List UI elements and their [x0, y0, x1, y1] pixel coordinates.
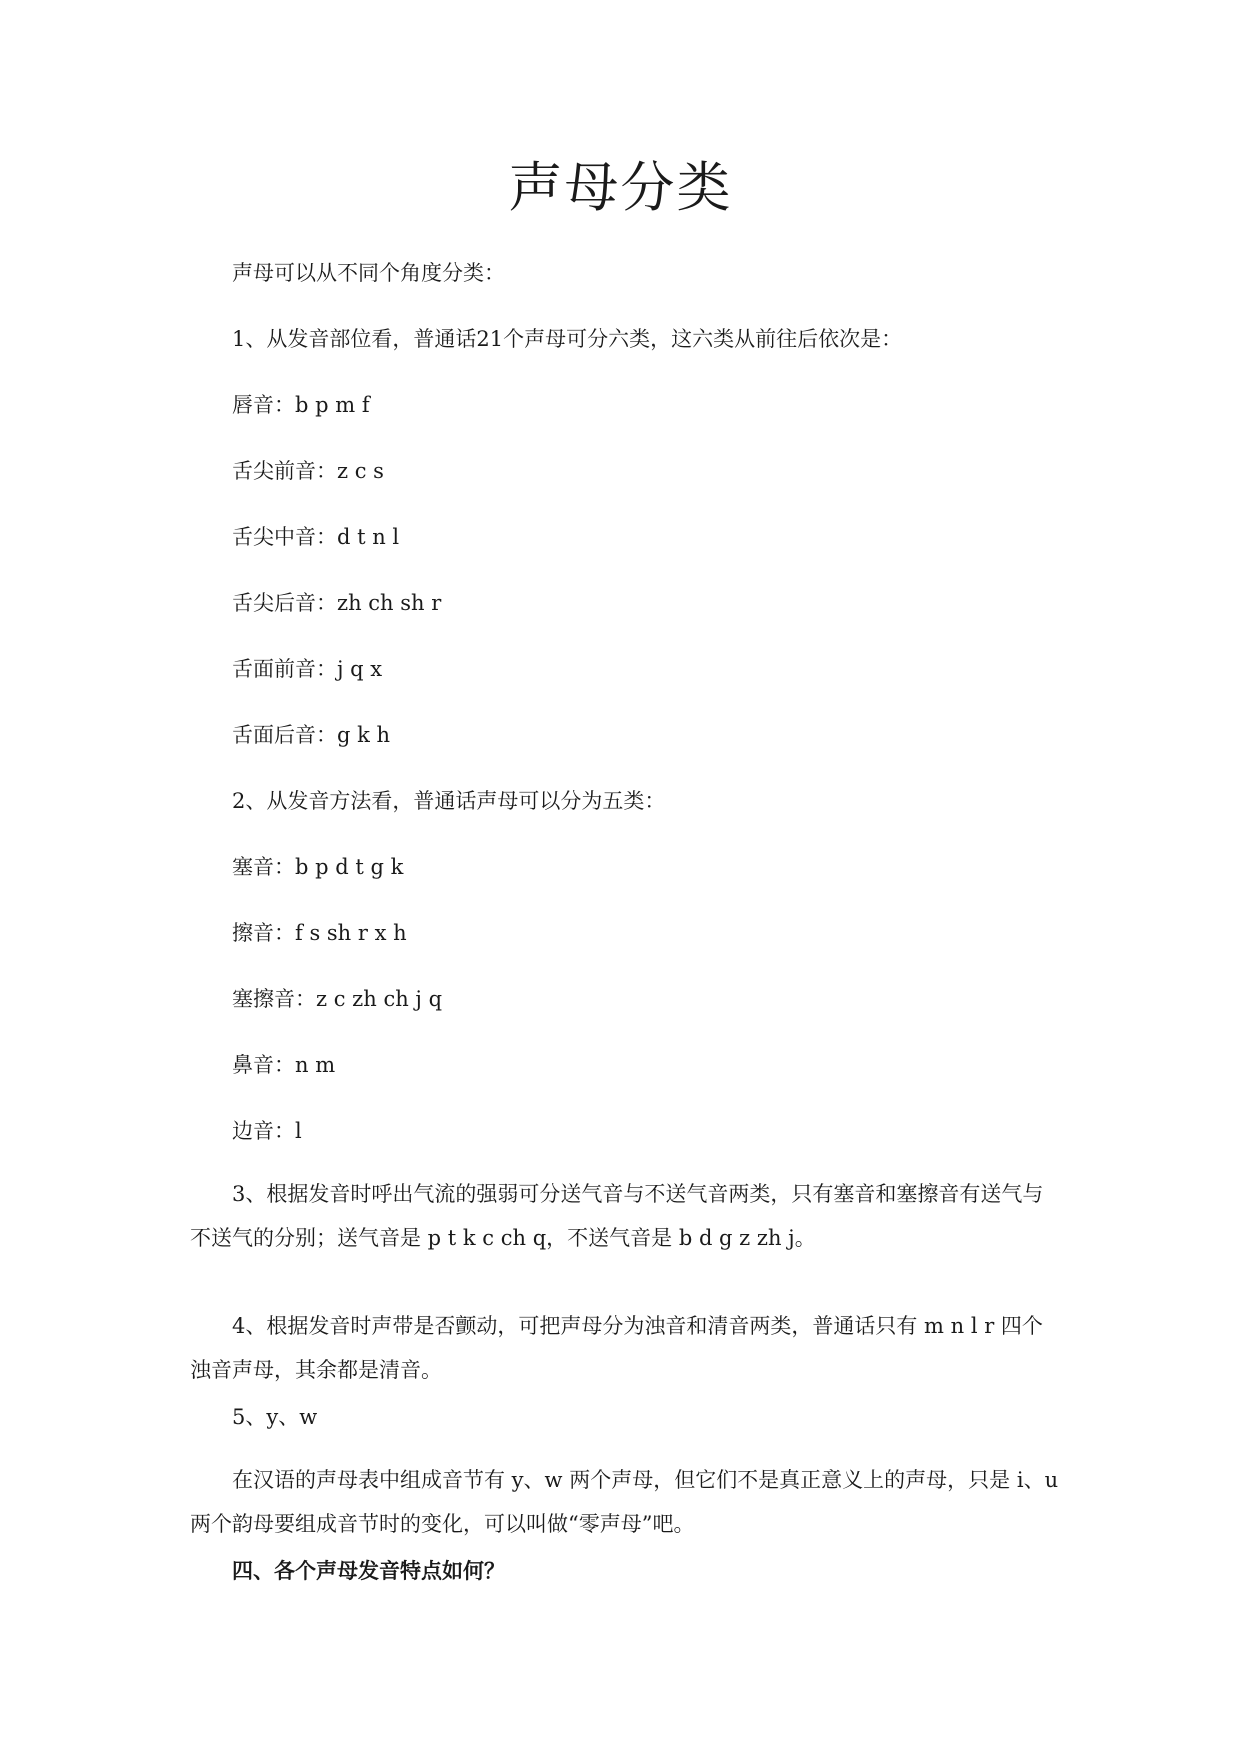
section3-paragraph: 3、根据发音时呼出气流的强弱可分送气音与不送气音两类，只有塞音和塞擦音有送气与不送气的分别；送气音是 p t k c ch q，不送气音是 b d g z zh j。 — [190, 1182, 1044, 1250]
place-item-dorsal-front: 舌面前音：j q x — [232, 657, 383, 681]
section2-heading: 2、从发音方法看，普通话声母可以分为五类： — [232, 789, 666, 813]
next-section-heading: 四、各个声母发音特点如何？ — [232, 1558, 505, 1583]
place-item-apical-middle: 舌尖中音：d t n l — [232, 525, 400, 549]
section5-heading: 5、y、w — [232, 1405, 318, 1429]
manner-item-nasal: 鼻音：n m — [232, 1053, 336, 1077]
manner-item-lateral: 边音：l — [232, 1119, 302, 1143]
manner-item-fricative: 擦音：f s sh r x h — [232, 921, 407, 945]
manner-item-stop: 塞音：b p d t g k — [232, 855, 404, 879]
place-item-labial: 唇音：b p m f — [232, 393, 370, 417]
section5-paragraph: 在汉语的声母表中组成音节有 y、w 两个声母，但它们不是真正意义上的声母，只是 i、u 两个韵母要组成音节时的变化，可以叫做“零声母”吧。 — [190, 1468, 1059, 1536]
manner-item-affricate: 塞擦音：z c zh ch j q — [232, 987, 443, 1011]
page-title: 声母分类 — [508, 156, 733, 219]
place-item-apical-back: 舌尖后音：zh ch sh r — [232, 591, 442, 615]
place-item-apical-front: 舌尖前音：z c s — [232, 459, 384, 483]
intro-text: 声母可以从不同个角度分类： — [232, 261, 505, 285]
section4-paragraph: 4、根据发音时声带是否颤动，可把声母分为浊音和清音两类，普通话只有 m n l r 四个浊音声母，其余都是清音。 — [190, 1314, 1043, 1382]
place-item-dorsal-back: 舌面后音：g k h — [232, 723, 391, 747]
section1-heading: 1、从发音部位看，普通话21个声母可分六类，这六类从前往后依次是： — [232, 327, 903, 351]
